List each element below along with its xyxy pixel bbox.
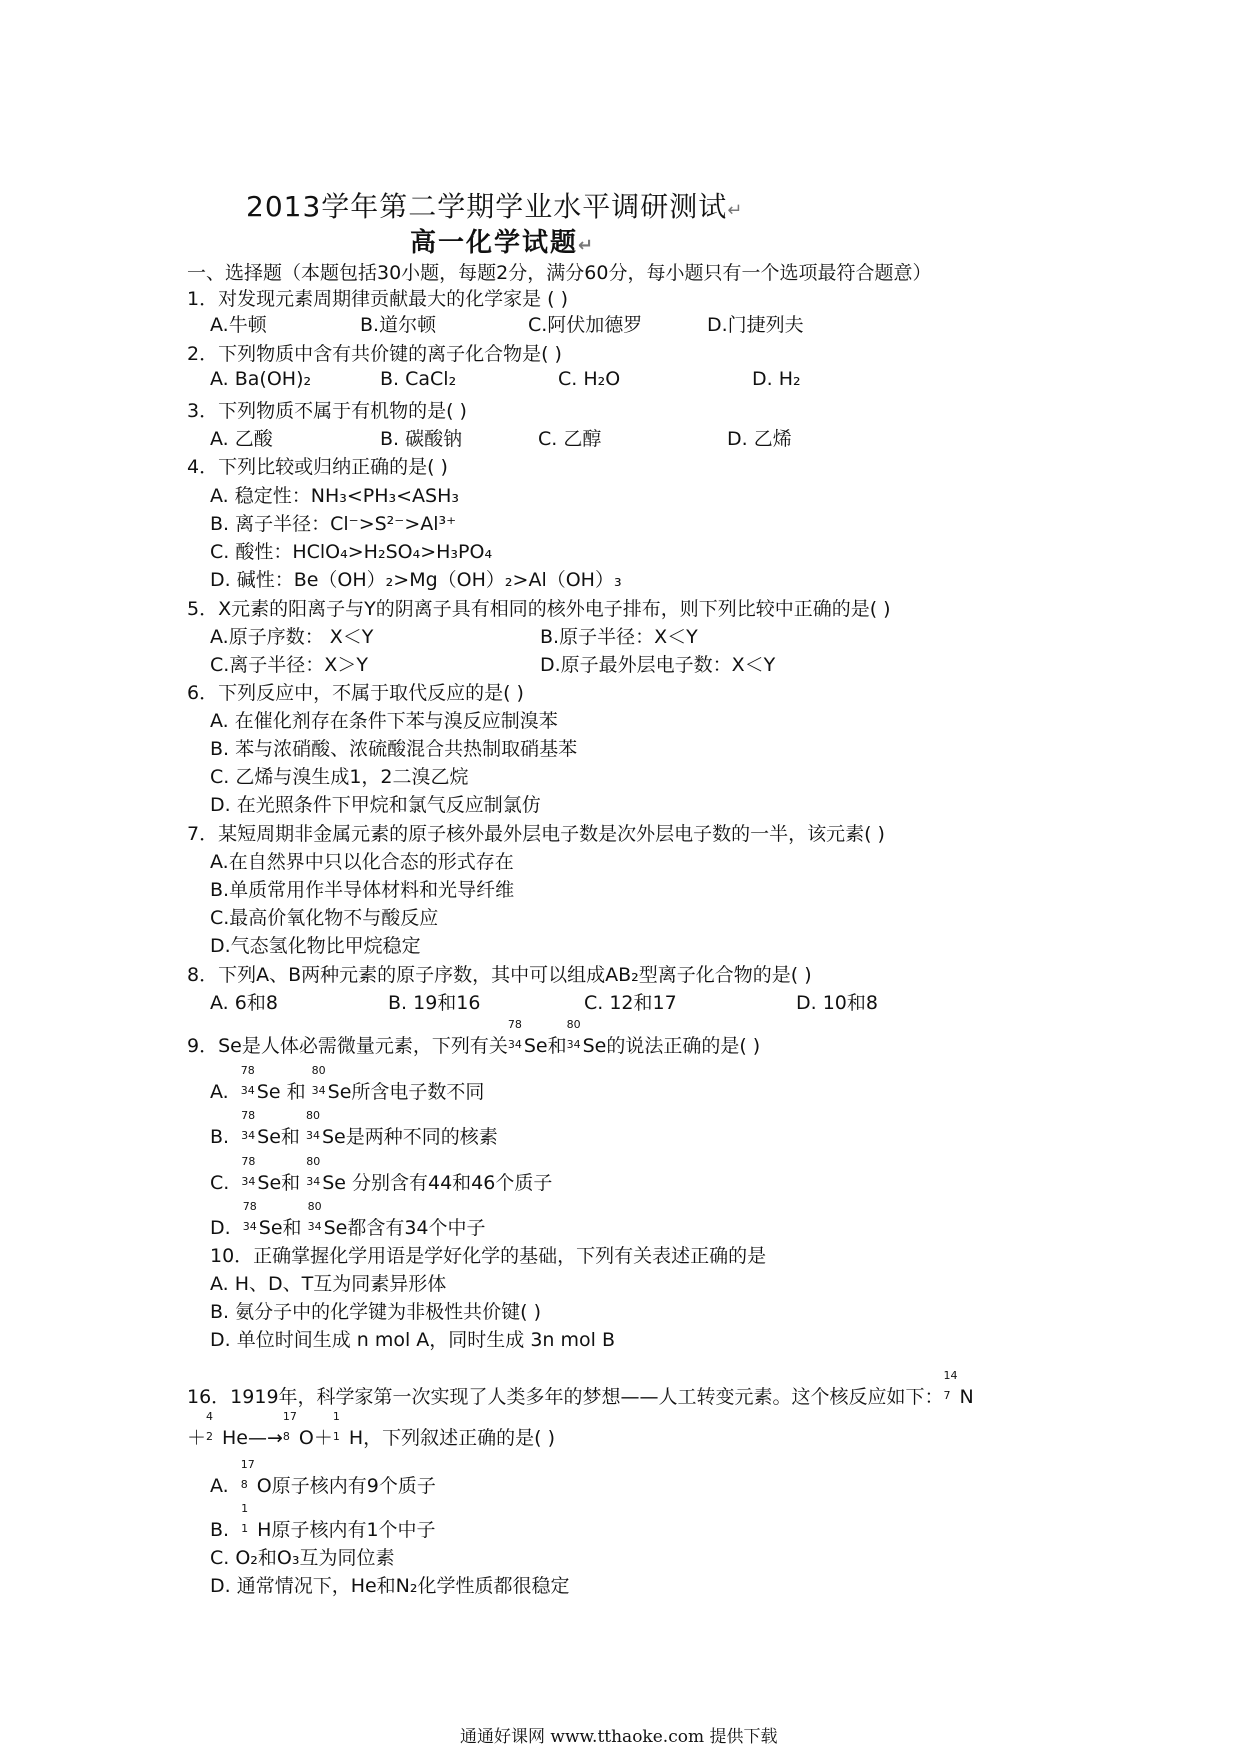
q10-option-b: B. 氨分子中的化学键为非极性共价键( ): [210, 1301, 541, 1323]
q7-option-c: C.最高价氧化物不与酸反应: [210, 907, 439, 929]
q10-option-d: D. 单位时间生成 n mol A，同时生成 3n mol B: [210, 1329, 615, 1351]
q1-option-c: C.阿伏加德罗: [528, 314, 643, 336]
edit-mark: ↵: [578, 235, 596, 256]
q8-option-a: A. 6和8: [210, 992, 278, 1014]
q16-option-b: B. 1 1 H原子核内有1个中子: [210, 1502, 436, 1541]
q7-option-d: D.气态氢化物比甲烷稳定: [210, 935, 421, 957]
q2-option-d: D. H₂: [752, 368, 801, 390]
section-heading: 一、选择题（本题包括30小题，每题2分，满分60分，每小题只有一个选项最符合题意）: [187, 262, 932, 284]
q6-option-b: B. 苯与浓硝酸、浓硫酸混合共热制取硝基苯: [210, 738, 578, 760]
q16-option-a: A. 17 8 O原子核内有9个质子: [210, 1458, 436, 1497]
question-4: 4．下列比较或归纳正确的是( ): [187, 456, 448, 478]
q3-option-c: C. 乙醇: [538, 428, 602, 450]
q6-option-a: A. 在催化剂存在条件下苯与溴反应制溴苯: [210, 710, 558, 732]
q9-option-a: A. 78 34 Se 和 80 34 Se所含电子数不同: [210, 1064, 485, 1103]
question-3: 3．下列物质不属于有机物的是( ): [187, 400, 467, 422]
question-2: 2．下列物质中含有共价键的离子化合物是( ): [187, 343, 562, 365]
q1-option-d: D.门捷列夫: [707, 314, 804, 336]
q6-option-c: C. 乙烯与溴生成1，2二溴乙烷: [210, 766, 469, 788]
exam-title: 2013学年第二学期学业水平调研测试↵: [246, 190, 744, 223]
question-8: 8．下列A、B两种元素的原子序数，其中可以组成AB₂型离子化合物的是( ): [187, 964, 812, 986]
q8-option-d: D. 10和8: [796, 992, 878, 1014]
question-6: 6．下列反应中，不属于取代反应的是( ): [187, 682, 524, 704]
q3-option-a: A. 乙酸: [210, 428, 273, 450]
q7-option-a: A.在自然界中只以化合态的形式存在: [210, 851, 514, 873]
q9-option-d: D. 78 34 Se和 80 34 Se都含有34个中子: [210, 1200, 486, 1239]
q4-option-a: A. 稳定性：NH₃<PH₃<ASH₃: [210, 485, 460, 507]
q16-equation: ＋ 4 2 He—→ 17 8 O＋ 1 1 H，下列叙述正确的是( ): [187, 1410, 556, 1449]
q4-option-d: D. 碱性：Be（OH）₂>Mg（OH）₂>Al（OH）₃: [210, 569, 622, 591]
q2-option-c: C. H₂O: [558, 368, 621, 390]
q4-option-c: C. 酸性：HClO₄>H₂SO₄>H₃PO₄: [210, 541, 493, 563]
q5-option-a: A.原子序数： X＜Y: [210, 626, 374, 648]
question-5: 5．X元素的阳离子与Y的阴离子具有相同的核外电子排布，则下列比较中正确的是( ): [187, 598, 891, 620]
q5-option-d: D.原子最外层电子数：X＜Y: [540, 654, 776, 676]
q8-option-c: C. 12和17: [584, 992, 677, 1014]
q5-option-b: B.原子半径：X＜Y: [540, 626, 698, 648]
q2-option-b: B. CaCl₂: [380, 368, 457, 390]
se78-isotope: 78 34: [507, 1018, 522, 1051]
download-footer: 通通好课网 www.tthaoke.com 提供下载: [460, 1727, 778, 1747]
q4-option-b: B. 离子半径：Cl⁻>S²⁻>Al³⁺: [210, 513, 457, 535]
q3-option-b: B. 碳酸钠: [380, 428, 463, 450]
q6-option-d: D. 在光照条件下甲烷和氯气反应制氯仿: [210, 794, 541, 816]
q3-option-d: D. 乙烯: [727, 428, 792, 450]
q1-option-b: B.道尔顿: [360, 314, 437, 336]
se80-isotope: 80 34: [566, 1018, 581, 1051]
question-7: 7．某短周期非金属元素的原子核外最外层电子数是次外层电子数的一半，该元素( ): [187, 823, 885, 845]
question-1: 1．对发现元素周期律贡献最大的化学家是 ( ): [187, 288, 568, 310]
q16-option-d: D. 通常情况下，He和N₂化学性质都很稳定: [210, 1575, 570, 1597]
q16-option-c: C. O₂和O₃互为同位素: [210, 1547, 395, 1569]
q7-option-b: B.单质常用作半导体材料和光导纤维: [210, 879, 515, 901]
q9-option-b: B. 78 34 Se和 80 34 Se是两种不同的核素: [210, 1109, 498, 1148]
question-9: 9．Se是人体必需微量元素，下列有关 78 34 Se和 80 34 Se的说法正确的是( ): [187, 1018, 761, 1057]
q10-option-a: A. H、D、T互为同素异形体: [210, 1273, 447, 1295]
question-10: 10．正确掌握化学用语是学好化学的基础，下列有关表述正确的是: [210, 1245, 767, 1267]
edit-mark: ↵: [727, 200, 744, 221]
q1-option-a: A.牛顿: [210, 314, 267, 336]
question-16: 16．1919年，科学家第一次实现了人类多年的梦想——人工转变元素。这个核反应如下： 14 7 N: [187, 1369, 974, 1408]
q2-option-a: A. Ba(OH)₂: [210, 368, 312, 390]
exam-subtitle: 高一化学试题↵: [410, 228, 596, 258]
q8-option-b: B. 19和16: [388, 992, 481, 1014]
q5-option-c: C.离子半径：X＞Y: [210, 654, 368, 676]
q9-option-c: C. 78 34 Se和 80 34 Se 分别含有44和46个质子: [210, 1155, 553, 1194]
